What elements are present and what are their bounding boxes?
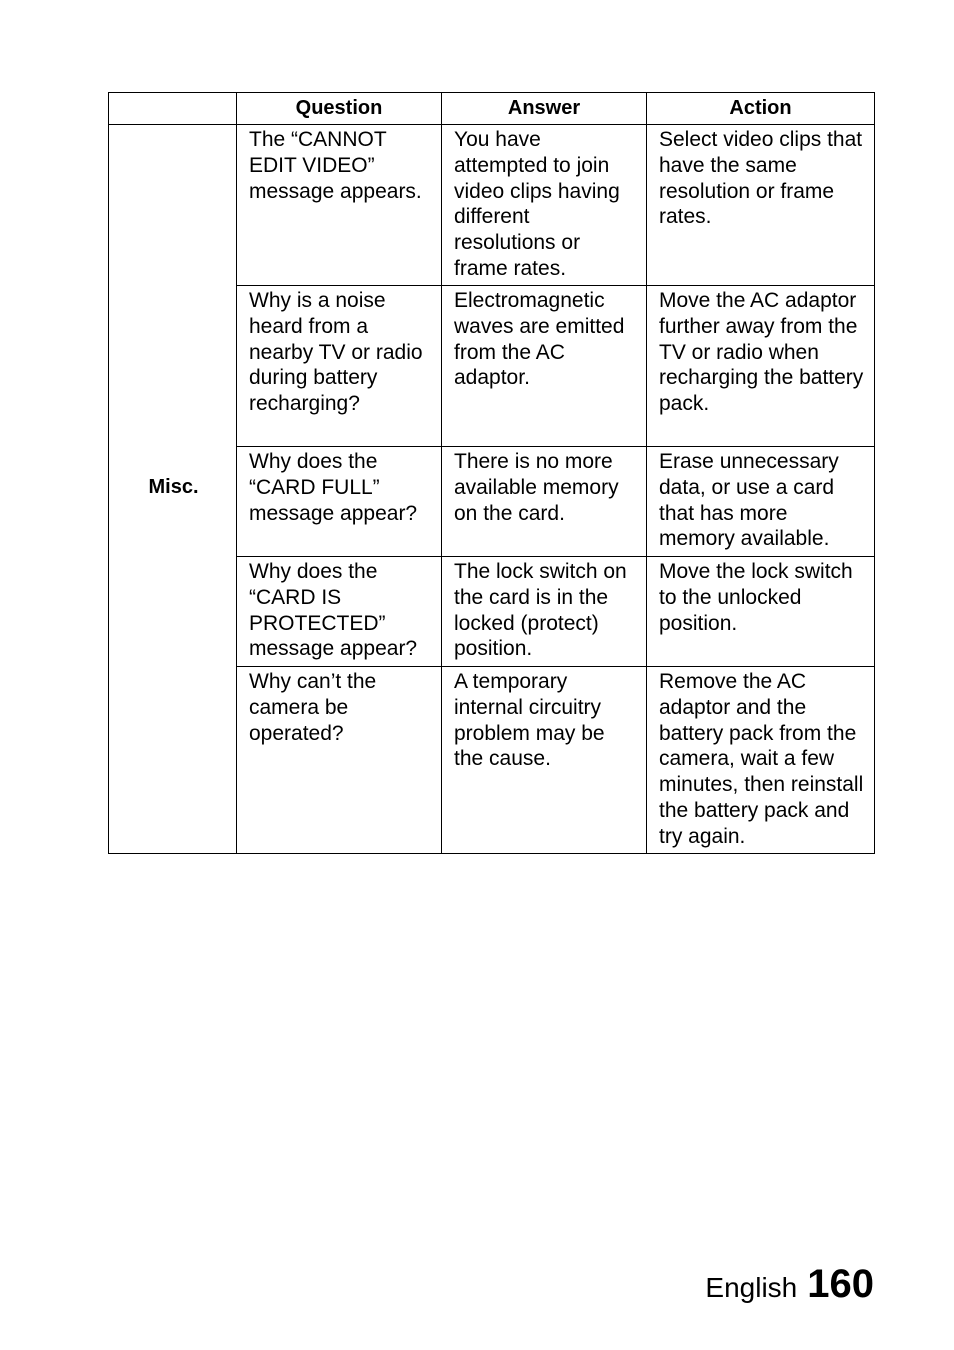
answer-cell: Electromagnetic waves are emitted from the AC adaptor. <box>442 286 647 447</box>
action-cell: Remove the AC adaptor and the battery pack from the camera, wait a few minutes, then reinstall the battery pack and try again. <box>647 667 875 854</box>
question-cell: Why can’t the camera be operated? <box>237 667 442 854</box>
action-cell: Move the lock switch to the unlocked position. <box>647 557 875 667</box>
action-cell: Move the AC adaptor further away from the TV or radio when recharging the battery pack. <box>647 286 875 447</box>
action-cell: Select video clips that have the same resolution or frame rates. <box>647 125 875 286</box>
answer-cell: A temporary internal circuitry problem may be the cause. <box>442 667 647 854</box>
header-question: Question <box>237 93 442 125</box>
question-cell: Why is a noise heard from a nearby TV or radio during battery recharging? <box>237 286 442 447</box>
question-cell: Why does the “CARD IS PROTECTED” message appear? <box>237 557 442 667</box>
answer-cell: The lock switch on the card is in the locked (protect) position. <box>442 557 647 667</box>
answer-cell: You have attempted to join video clips having different resolutions or frame rates. <box>442 125 647 286</box>
troubleshooting-table <box>108 92 875 854</box>
answer-cell: There is no more available memory on the card. <box>442 447 647 557</box>
category-cell: Misc. <box>109 125 237 854</box>
footer-language: English <box>705 1272 798 1303</box>
header-category <box>109 93 237 125</box>
action-cell: Erase unnecessary data, or use a card that has more memory available. <box>647 447 875 557</box>
header-action: Action <box>647 93 875 125</box>
question-cell: Why does the “CARD FULL” message appear? <box>237 447 442 557</box>
question-cell: The “CANNOT EDIT VIDEO” message appears. <box>237 125 442 286</box>
table-row <box>109 125 875 286</box>
header-answer: Answer <box>442 93 647 125</box>
page-footer <box>705 1262 874 1307</box>
table-header-row <box>109 93 875 125</box>
page-number: 160 <box>807 1262 874 1306</box>
